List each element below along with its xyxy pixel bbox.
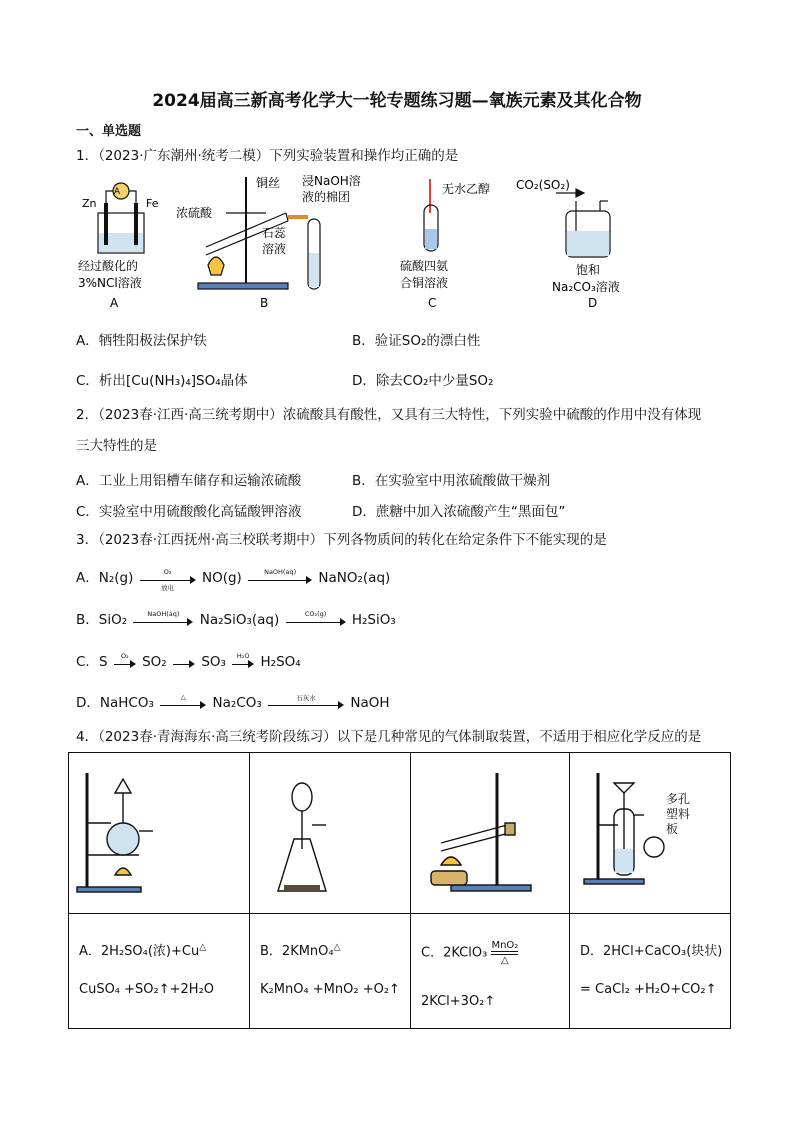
c-solution-line2: 合铜溶液 <box>400 276 449 290</box>
apparatus-c <box>424 179 438 251</box>
q2-stem-line1: 2．（2023春·江西·高三统考期中）浓硫酸具有酸性，又具有三大特性，下列实验中硫酸的作用中没有体现 <box>76 407 702 423</box>
b-naoh-line1: 浸NaOH溶 <box>302 174 361 188</box>
q4-plate-label: 多孔塑料板 <box>666 792 691 836</box>
q2-option-b: B．在实验室中用浓硫酸做干燥剂 <box>352 473 551 489</box>
section-heading: 一、单选题 <box>76 124 142 139</box>
q2-stem-line2: 三大特性的是 <box>76 438 157 454</box>
q4-option-b: B．2KMnO₄△ K₂MnO₄ +MnO₂ +O₂↑ <box>250 914 411 1029</box>
b-cu-label: 铜丝 <box>256 176 281 190</box>
q4-apparatus-4 <box>570 753 731 914</box>
q4-option-d: D．2HCl+CaCO₃(块状) = CaCl₂ +H₂O+CO₂↑ <box>570 914 731 1029</box>
c-solution-line1: 硫酸四氨 <box>400 259 449 273</box>
solid-heating-apparatus <box>411 753 569 909</box>
ammeter-label: A <box>113 187 121 197</box>
q1-option-d: D．除去CO₂中少量SO₂ <box>352 373 494 389</box>
apparatus-d <box>556 189 610 257</box>
q4-option-a: A．2H₂SO₄(浓)+Cu△ CuSO₄ +SO₂↑+2H₂O <box>69 914 250 1029</box>
b-litmus-line2: 溶液 <box>262 242 287 256</box>
q3-stem: 3．（2023春·江西抚州·高三校联考期中）下列各物质间的转化在给定条件下不能实现的是 <box>76 532 607 548</box>
q3-option-d: D．NaHCO₃ △ Na₂CO₃ 石灰水 NaOH <box>76 693 390 711</box>
q2-option-a: A．工业上用铝槽车储存和运输浓硫酸 <box>76 473 302 489</box>
d-solution-line2: Na₂CO₃溶液 <box>552 280 620 294</box>
q4-stem: 4．（2023春·青海海东·高三统考阶段练习）以下是几种常见的气体制取装置，不适用于相应化学反应的是 <box>76 729 702 745</box>
b-naoh-line2: 液的棉团 <box>302 190 351 204</box>
q1-stem: 1．（2023·广东潮州·统考二模）下列实验装置和操作均正确的是 <box>76 148 459 164</box>
c-ethanol-label: 无水乙醇 <box>442 182 491 196</box>
c-letter: C <box>428 296 437 310</box>
b-letter: B <box>260 296 269 310</box>
d-letter: D <box>588 296 598 310</box>
d-solution-line1: 饱和 <box>576 263 601 277</box>
q2-option-c: C．实验室中用硫酸酸化高锰酸钾溶液 <box>76 504 302 520</box>
page-title: 2024届高三新高考化学大一轮专题练习题—氧族元素及其化合物 <box>152 91 642 111</box>
q4-table <box>68 752 731 1029</box>
flask-heating-apparatus <box>69 753 249 909</box>
q2-option-d: D．蔗糖中加入浓硫酸产生“黑面包” <box>352 504 566 520</box>
a-zn-label: Zn <box>82 197 97 210</box>
q4-option-c: C．2KClO₃ MnO₂ △ 2KCl+3O₂↑ <box>411 914 570 1029</box>
d-gas-label: CO₂(SO₂) <box>516 178 570 192</box>
a-solution-line1: 经过酸化的 <box>78 259 139 273</box>
b-litmus-line1: 石蕊 <box>262 226 287 240</box>
q1-option-b: B．验证SO₂的漂白性 <box>352 333 481 349</box>
q3-option-a: A．N₂(g) O₂ 放电 NO(g) NaOH(aq) NaNO₂(aq) <box>76 568 391 592</box>
q4-apparatus-2 <box>250 753 411 914</box>
a-solution-line2: 3%NCl溶液 <box>78 276 142 290</box>
kipp-like-apparatus <box>570 753 730 909</box>
q1-option-c: C．析出[Cu(NH₃)₄]SO₄晶体 <box>76 373 248 389</box>
q4-apparatus-1 <box>69 753 250 914</box>
apparatus-a <box>98 183 144 253</box>
a-letter: A <box>110 296 119 310</box>
q1-option-a: A．牺牲阳极法保护铁 <box>76 333 207 349</box>
b-acid-label: 浓硫酸 <box>176 206 213 220</box>
funnel-flask-apparatus <box>250 753 410 909</box>
q3-option-c: C．S O₂ SO₂ SO₃ H₂O H₂SO₄ <box>76 652 301 670</box>
q3-option-b: B．SiO₂ NaOH(aq) Na₂SiO₃(aq) CO₂(g) H₂SiO₃ <box>76 610 396 628</box>
q1-apparatus-figure <box>76 173 736 313</box>
a-fe-label: Fe <box>146 197 159 210</box>
q4-apparatus-3 <box>411 753 570 914</box>
